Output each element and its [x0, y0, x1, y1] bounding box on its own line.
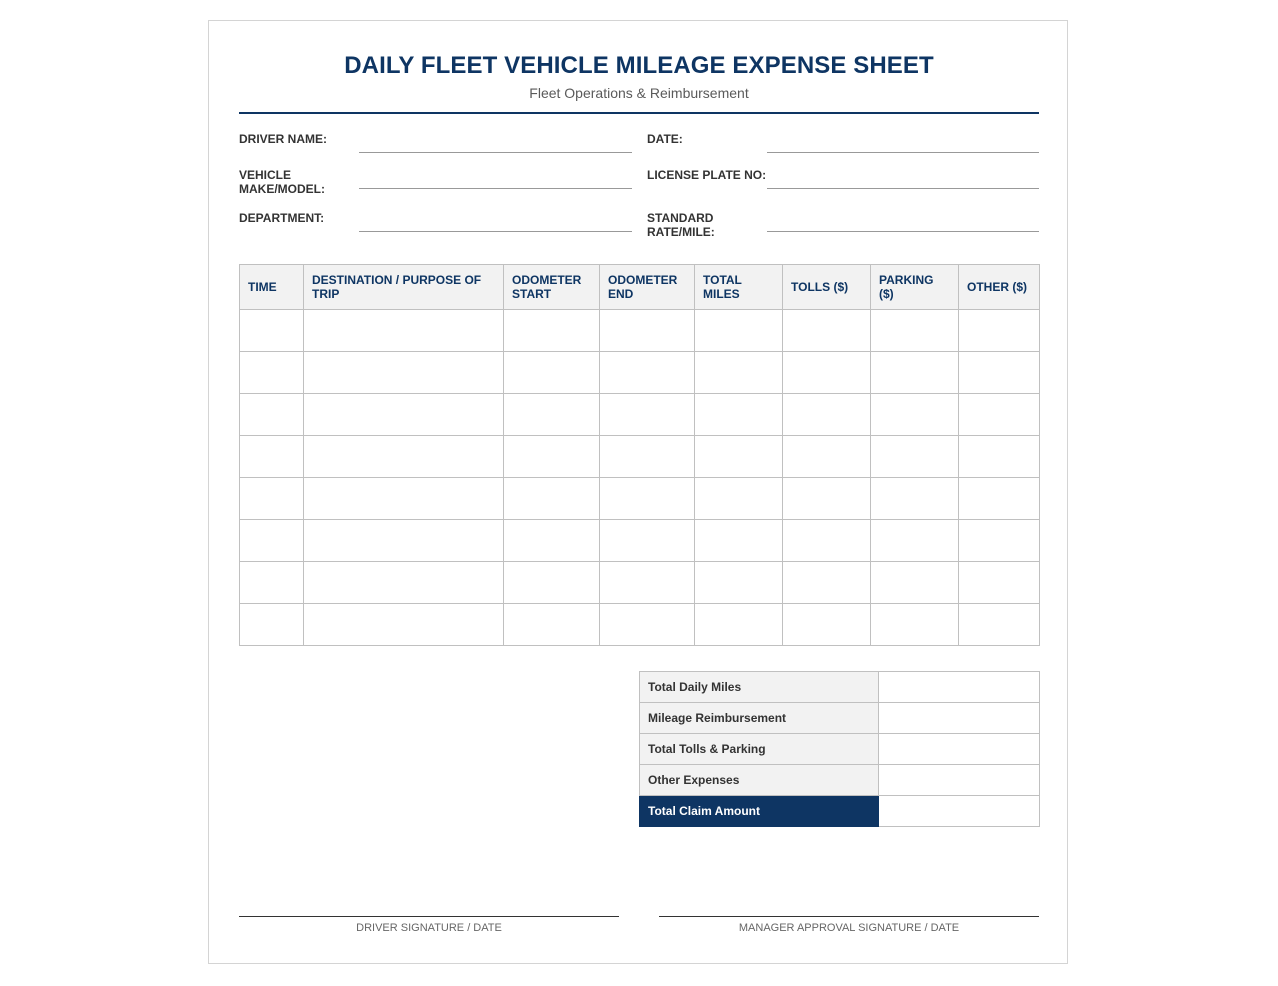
summary-value[interactable]: [879, 796, 1040, 827]
table-cell[interactable]: [304, 478, 504, 520]
table-cell[interactable]: [600, 478, 695, 520]
table-cell[interactable]: [959, 394, 1040, 436]
manager-signature-line[interactable]: [659, 916, 1039, 917]
table-row: [240, 562, 1040, 604]
table-cell[interactable]: [695, 520, 783, 562]
table-cell[interactable]: [304, 604, 504, 646]
license-plate-label: LICENSE PLATE NO:: [647, 168, 767, 182]
table-cell[interactable]: [695, 562, 783, 604]
table-cell[interactable]: [600, 310, 695, 352]
summary-label: Total Claim Amount: [640, 796, 879, 827]
summary-value[interactable]: [879, 672, 1040, 703]
table-cell[interactable]: [600, 352, 695, 394]
standard-rate-label: STANDARD RATE/MILE:: [647, 211, 715, 239]
manager-signature-label: MANAGER APPROVAL SIGNATURE / DATE: [738, 922, 960, 934]
table-row: [240, 352, 1040, 394]
table-cell[interactable]: [504, 604, 600, 646]
table-cell[interactable]: [871, 562, 959, 604]
table-cell[interactable]: [695, 310, 783, 352]
table-cell[interactable]: [600, 520, 695, 562]
document-header: [239, 21, 1039, 114]
table-cell[interactable]: [304, 562, 504, 604]
trip-log-table: [239, 264, 1040, 646]
table-cell[interactable]: [783, 352, 871, 394]
table-header-row: [240, 265, 1040, 310]
table-cell[interactable]: [695, 478, 783, 520]
table-cell[interactable]: [695, 352, 783, 394]
table-cell[interactable]: [783, 562, 871, 604]
summary-row: [640, 734, 1040, 765]
table-row: [240, 436, 1040, 478]
summary-row: [640, 796, 1040, 827]
table-cell[interactable]: [240, 310, 304, 352]
table-row: [240, 394, 1040, 436]
table-row: [240, 604, 1040, 646]
column-header: TIME: [240, 265, 304, 310]
column-header: DESTINATION / PURPOSE OF TRIP: [304, 265, 504, 310]
document-subtitle: Fleet Operations & Reimbursement: [529, 85, 749, 101]
standard-rate-field[interactable]: [767, 231, 1039, 232]
table-cell[interactable]: [240, 352, 304, 394]
summary-label: Other Expenses: [640, 765, 879, 796]
table-cell[interactable]: [783, 436, 871, 478]
date-field[interactable]: [767, 152, 1039, 153]
summary-label: Total Tolls & Parking: [640, 734, 879, 765]
table-cell[interactable]: [240, 520, 304, 562]
table-cell[interactable]: [783, 478, 871, 520]
table-cell[interactable]: [600, 436, 695, 478]
table-cell[interactable]: [304, 394, 504, 436]
table-cell[interactable]: [783, 604, 871, 646]
table-cell[interactable]: [695, 604, 783, 646]
table-cell[interactable]: [871, 604, 959, 646]
expense-sheet-page: [208, 20, 1068, 964]
summary-label: Mileage Reimbursement: [640, 703, 879, 734]
table-cell[interactable]: [304, 520, 504, 562]
table-cell[interactable]: [600, 604, 695, 646]
table-cell[interactable]: [504, 436, 600, 478]
table-cell[interactable]: [600, 562, 695, 604]
summary-row: [640, 703, 1040, 734]
column-header: PARKING ($): [871, 265, 959, 310]
table-cell[interactable]: [783, 310, 871, 352]
table-cell[interactable]: [871, 478, 959, 520]
table-cell[interactable]: [783, 520, 871, 562]
table-cell[interactable]: [504, 520, 600, 562]
summary-value[interactable]: [879, 765, 1040, 796]
table-cell[interactable]: [871, 310, 959, 352]
table-cell[interactable]: [504, 310, 600, 352]
table-cell[interactable]: [871, 394, 959, 436]
table-cell[interactable]: [695, 394, 783, 436]
table-cell[interactable]: [240, 604, 304, 646]
driver-name-label: DRIVER NAME:: [239, 132, 328, 146]
table-row: [240, 310, 1040, 352]
column-header: TOLLS ($): [783, 265, 871, 310]
department-field[interactable]: [359, 231, 632, 232]
table-cell[interactable]: [504, 478, 600, 520]
column-header: OTHER ($): [959, 265, 1040, 310]
summary-value[interactable]: [879, 734, 1040, 765]
table-cell[interactable]: [959, 436, 1040, 478]
table-cell[interactable]: [600, 394, 695, 436]
table-cell[interactable]: [959, 520, 1040, 562]
table-cell[interactable]: [959, 604, 1040, 646]
table-cell[interactable]: [959, 352, 1040, 394]
table-cell[interactable]: [240, 562, 304, 604]
table-cell[interactable]: [871, 520, 959, 562]
table-cell[interactable]: [871, 352, 959, 394]
table-cell[interactable]: [871, 436, 959, 478]
table-cell[interactable]: [783, 394, 871, 436]
column-header: ODOMETER END: [600, 265, 695, 310]
driver-name-field[interactable]: [359, 152, 632, 153]
summary-row: [640, 672, 1040, 703]
table-row: [240, 520, 1040, 562]
summary-row: [640, 765, 1040, 796]
table-cell[interactable]: [304, 436, 504, 478]
table-row: [240, 478, 1040, 520]
driver-signature-label: DRIVER SIGNATURE / DATE: [356, 922, 502, 934]
vehicle-make-model-label: VEHICLE MAKE/MODEL:: [239, 168, 325, 196]
table-cell[interactable]: [240, 478, 304, 520]
date-label: DATE:: [647, 132, 683, 146]
table-cell[interactable]: [959, 310, 1040, 352]
summary-label: Total Daily Miles: [640, 672, 879, 703]
driver-signature-line[interactable]: [239, 916, 619, 917]
table-cell[interactable]: [695, 436, 783, 478]
summary-table: [639, 671, 1040, 827]
table-cell[interactable]: [504, 352, 600, 394]
table-cell[interactable]: [504, 394, 600, 436]
table-cell[interactable]: [959, 478, 1040, 520]
table-cell[interactable]: [240, 436, 304, 478]
table-cell[interactable]: [504, 562, 600, 604]
table-cell[interactable]: [959, 562, 1040, 604]
summary-value[interactable]: [879, 703, 1040, 734]
column-header: ODOMETER START: [504, 265, 600, 310]
vehicle-make-model-field[interactable]: [359, 188, 632, 189]
document-title: DAILY FLEET VEHICLE MILEAGE EXPENSE SHEET: [344, 52, 934, 79]
table-cell[interactable]: [304, 352, 504, 394]
department-label: DEPARTMENT:: [239, 211, 325, 225]
table-cell[interactable]: [304, 310, 504, 352]
table-cell[interactable]: [240, 394, 304, 436]
column-header: TOTAL MILES: [695, 265, 783, 310]
license-plate-field[interactable]: [767, 188, 1039, 189]
